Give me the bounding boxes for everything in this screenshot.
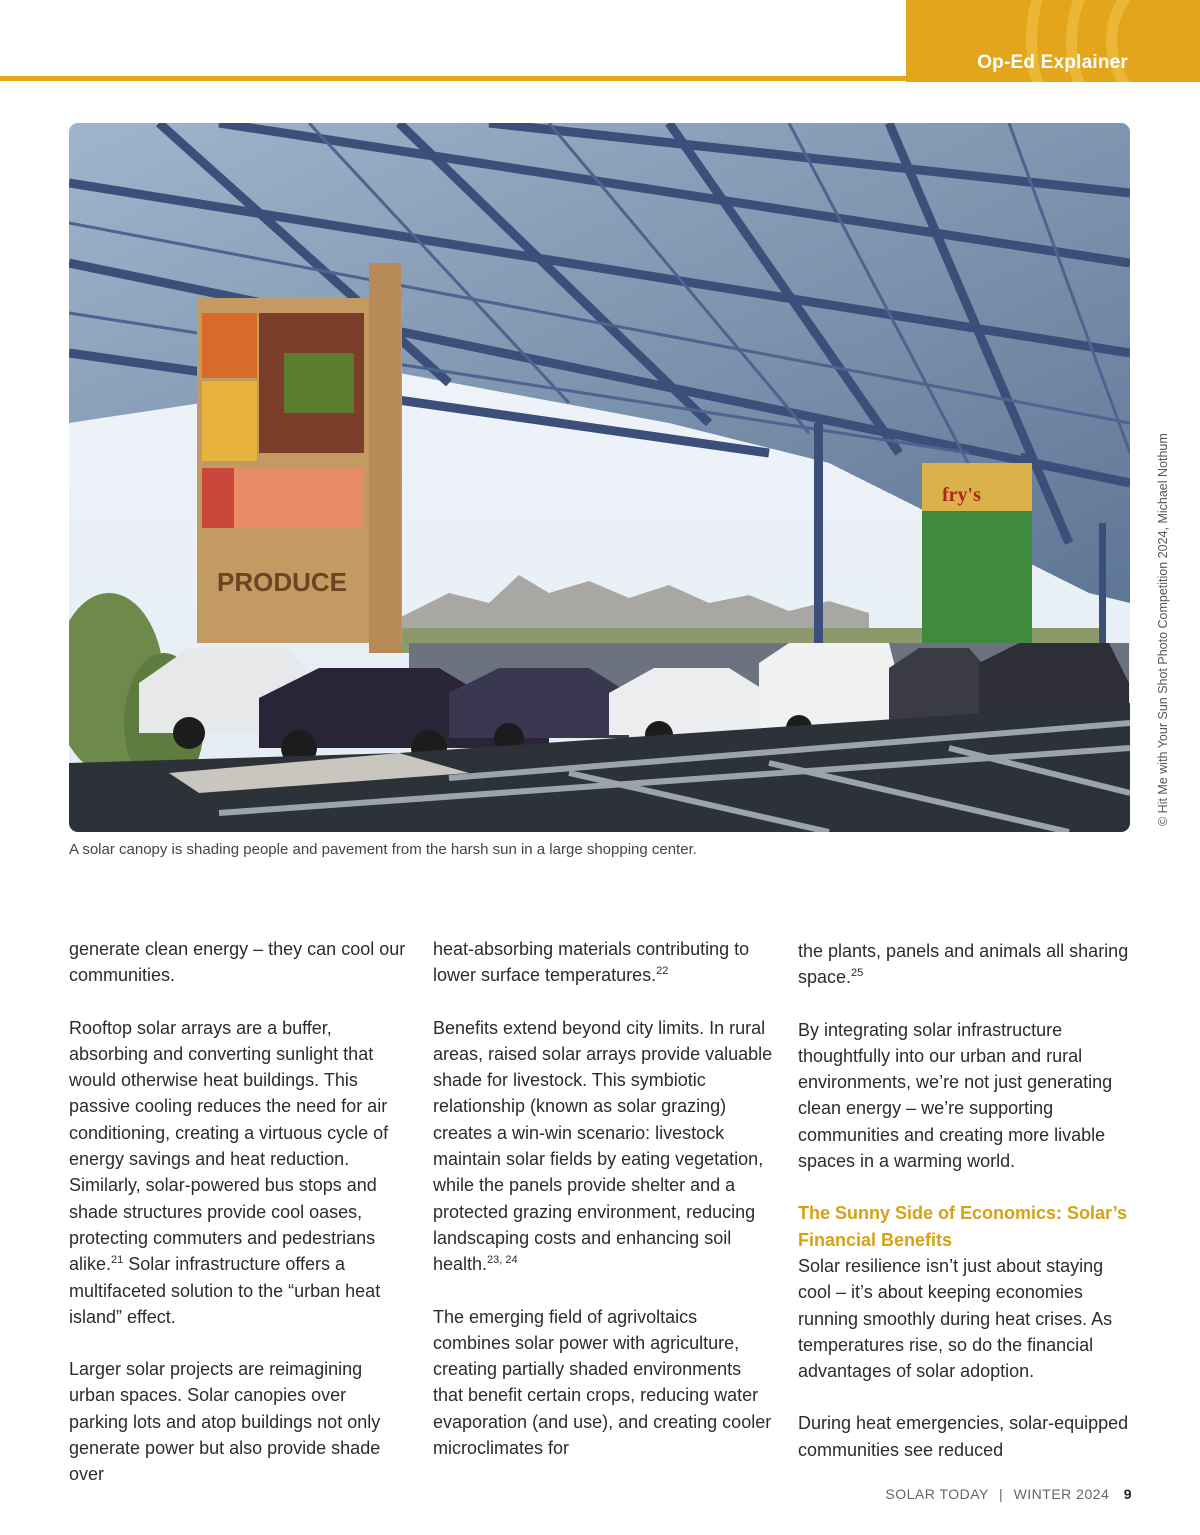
- paragraph: Rooftop solar arrays are a buffer, absorbing and converting sunlight that would otherwise heat buildings. This passive cooling reduces the need for air conditioning, creating a virtuous cycle of energy savings and heat reduction. Similarly, solar-powered bus stops and shade structures provide cool oases, protecting commuters and pedestrians alike.$^{21}$ Solar infrastructure offers a multifaceted solution to the “urban heat island” effect.: [69, 1017, 389, 1327]
- section-label: Op-Ed Explainer: [977, 52, 1128, 73]
- section-tab: [906, 0, 1200, 82]
- footnote-ref: 22: [656, 965, 669, 978]
- footnote-ref: 21: [111, 1254, 124, 1267]
- paragraph: Benefits extend beyond city limits. In rural areas, raised solar arrays provide valuable shade for livestock. This symbiotic relationship (known as solar grazing) creates a win-win scenario: livestock maintain solar fields by eating vegetation, while the panels provide shelter and a protected grazing environment, reducing landscaping costs and enhancing soil health.$^{23, 24}$: [433, 1017, 773, 1275]
- footnote-ref: 23, 24: [487, 1254, 518, 1267]
- paragraph: By integrating solar infrastructure thoughtfully into our urban and rural environments, we’re not just generating clean energy – we’re supporting communities and creating more livable spaces in a warming world.: [798, 1019, 1113, 1172]
- publication-name: SOLAR TODAY: [885, 1486, 989, 1502]
- column-1: [69, 936, 409, 1514]
- frys-sign: fry's: [942, 484, 981, 506]
- paragraph: Solar resilience isn’t just about staying cool – it’s about keeping economies running smoothly during heat crises. As temperatures rise, so do the financial advantages of solar adoption.: [798, 1255, 1113, 1382]
- page-number: 9: [1123, 1486, 1132, 1502]
- footer-separator: |: [999, 1486, 1004, 1502]
- header-rule: [0, 76, 908, 81]
- issue-label: WINTER 2024: [1013, 1486, 1110, 1502]
- paragraph: generate clean energy – they can cool our communities.: [69, 939, 406, 986]
- paragraph: The emerging field of agrivoltaics combines solar power with agriculture, creating partially shaded environments that benefit certain crops, reducing water evaporation (and use), and creating cooler microclimates for: [433, 1306, 772, 1459]
- paragraph: Larger solar projects are reimagining urban spaces. Solar canopies over parking lots and atop buildings not only generate power but also provide shade over: [69, 1359, 381, 1485]
- paragraph: the plants, panels and animals all sharing space.$^{25}$: [798, 941, 1129, 988]
- photo-caption: A solar canopy is shading people and pavement from the harsh sun in a large shopping center.: [69, 841, 697, 858]
- page-footer: [885, 1486, 1132, 1502]
- produce-sign: PRODUCE: [217, 567, 348, 597]
- column-2: [433, 936, 773, 1487]
- column-3: [798, 938, 1138, 1489]
- footnote-ref: 25: [851, 967, 864, 980]
- section-heading: The Sunny Side of Economics: Solar’s Financial Benefits: [798, 1203, 1128, 1250]
- paragraph: heat-absorbing materials contributing to lower surface temperatures.$^{22}$: [433, 939, 750, 986]
- solar-canopy-photo: [69, 123, 1130, 832]
- paragraph: During heat emergencies, solar-equipped communities see reduced: [798, 1413, 1129, 1460]
- photo-credit: © Hit Me with Your Sun Shot Photo Competition 2024, Michael Nothum: [1156, 433, 1170, 826]
